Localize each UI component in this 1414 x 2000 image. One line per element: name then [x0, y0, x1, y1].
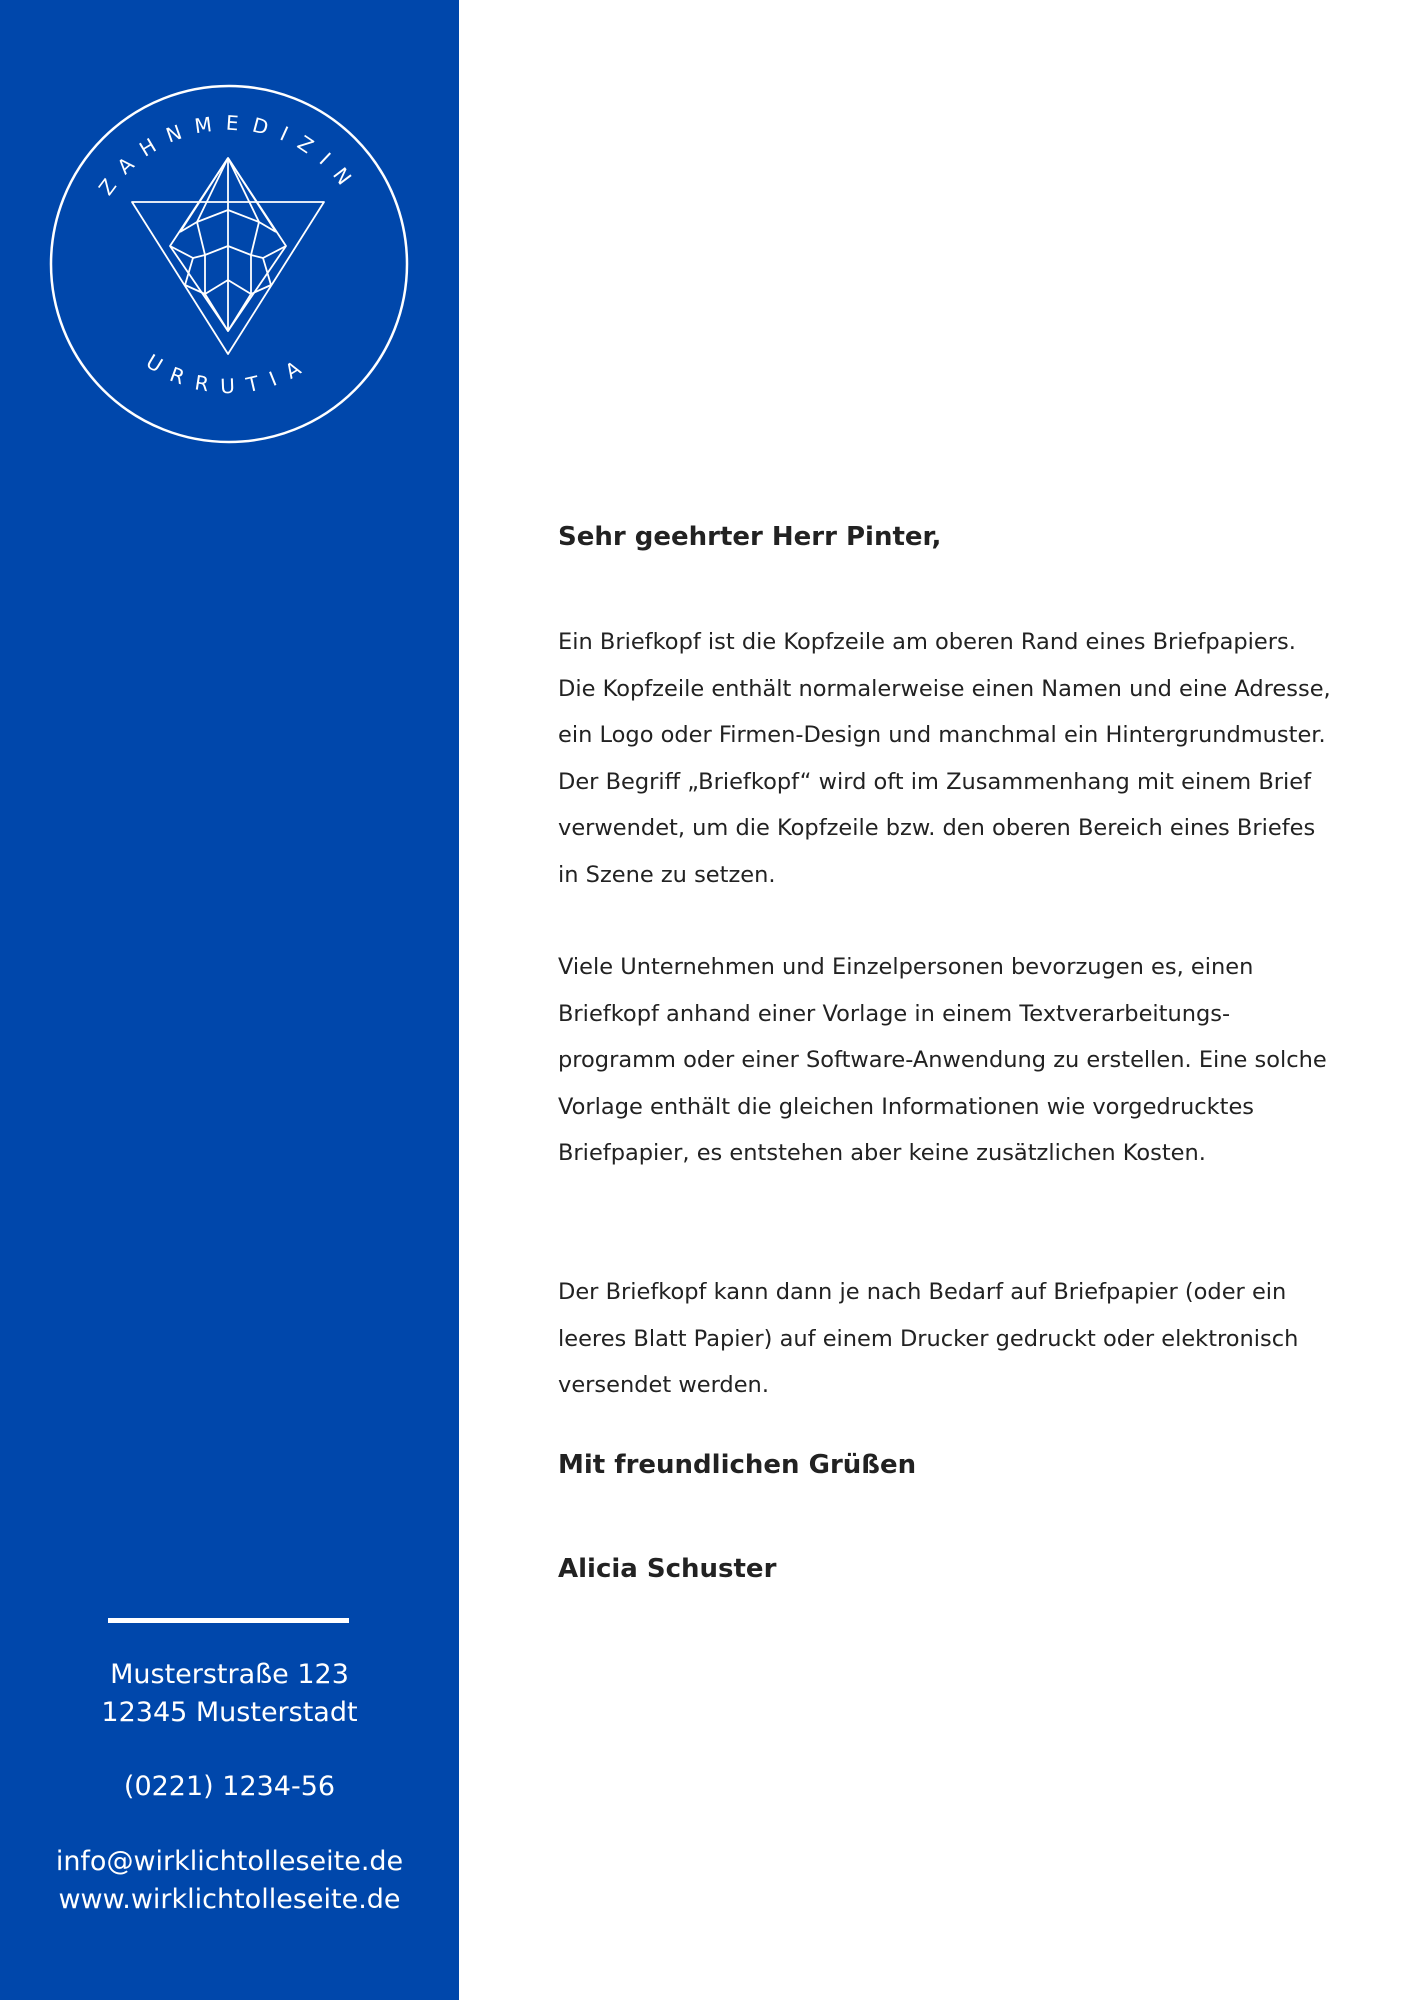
letter-paragraph: Der Briefkopf kann dann je nach Bedarf auf Briefpapier (oder ein leeres Blatt Papier) auf einem Drucker gedruckt oder elektronisch versendet werden.: [558, 1279, 1299, 1398]
contact-address: [0, 1656, 459, 1732]
contact-city: 12345 Musterstadt: [101, 1697, 358, 1728]
contact-phone-block: [0, 1768, 459, 1806]
contact-website[interactable]: www.wirklichtolleseite.de: [58, 1884, 401, 1915]
contact-web-block: [0, 1843, 459, 1919]
contact-street: Musterstraße 123: [110, 1659, 349, 1690]
contact-email[interactable]: info@wirklichtolleseite.de: [55, 1846, 404, 1877]
logo-top-text: ZAHNMEDIZIN: [93, 110, 365, 200]
letter-paragraph: Ein Briefkopf ist die Kopfzeile am oberen Rand eines Briefpapiers. Die Kopfzeile enthält normalerweise einen Namen und eine Adresse, ein Logo oder Firmen-Design und manchmal ein Hintergrundmuster. Der Begriff „Briefkopf“ wird oft im Zusammenhang mit einem Brief verwendet, um die Kopfzeile bzw. den oberen Bereich eines Briefes in Szene zu setzen.: [558, 629, 1331, 888]
logo-bottom-text: URRUTIA: [141, 349, 317, 399]
contact-phone: (0221) 1234-56: [123, 1771, 336, 1802]
logo-seal: [45, 80, 413, 448]
sidebar: [0, 0, 459, 2000]
divider-line: [108, 1618, 349, 1623]
geometric-tooth-icon: [132, 158, 324, 354]
letter-paragraph: Viele Unternehmen und Einzelpersonen bevorzugen es, einen Briefkopf anhand einer Vorlage in einem Textverarbeitungs-programm oder einer Software-Anwendung zu erstellen. Eine solche Vorlage enthält die gleichen Informationen wie vorgedrucktes Briefpapier, es entstehen aber keine zusätzlichen Kosten.: [558, 954, 1327, 1166]
letter-closing: Mit freundlichen Grüßen: [558, 1450, 917, 1480]
letter-salutation: Sehr geehrter Herr Pinter,: [558, 522, 942, 552]
letter-signature: Alicia Schuster: [558, 1554, 777, 1584]
